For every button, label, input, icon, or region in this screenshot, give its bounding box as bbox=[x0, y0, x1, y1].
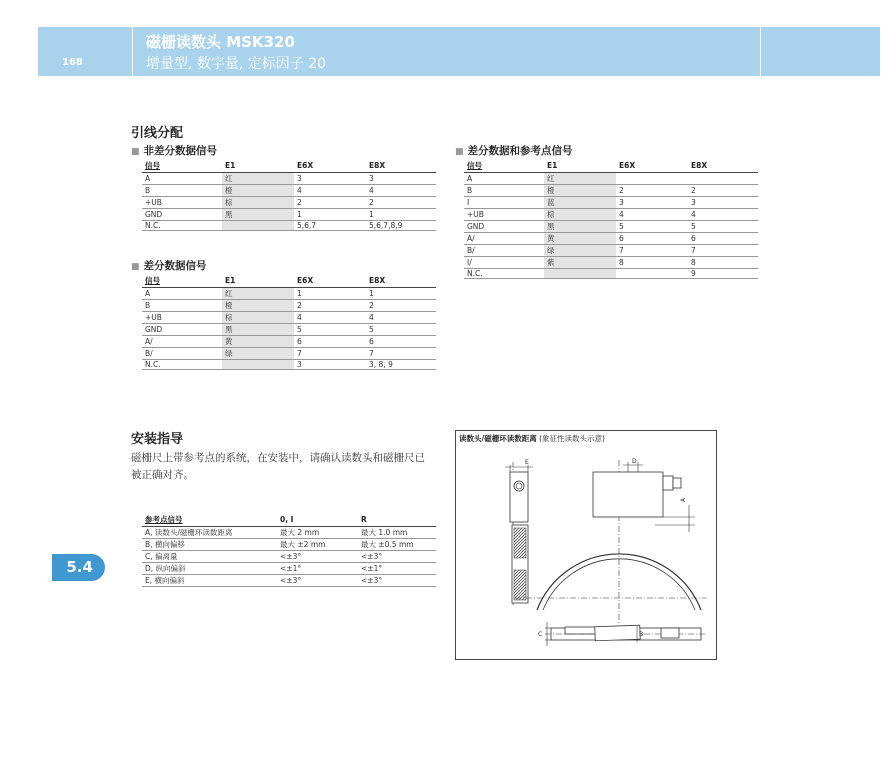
label-e: E bbox=[525, 459, 529, 466]
table-header: E1 bbox=[222, 275, 294, 287]
top-view bbox=[538, 622, 707, 646]
table-header: R bbox=[358, 514, 436, 526]
table-header: E8X bbox=[688, 160, 758, 172]
table-cell: C, 偏离量 bbox=[142, 550, 277, 562]
table-cell: B, 横向偏移 bbox=[142, 538, 277, 550]
bullet-icon: ■ bbox=[131, 147, 140, 157]
table-cell: A/ bbox=[142, 335, 222, 347]
table-row bbox=[142, 526, 436, 538]
table-cell: 橙 bbox=[222, 184, 294, 196]
table-cell: 2 bbox=[366, 299, 436, 311]
page-number: 168 bbox=[62, 57, 83, 68]
table-cell: GND bbox=[142, 208, 222, 220]
label-b: B bbox=[639, 631, 644, 638]
table-cell: 3 bbox=[688, 196, 758, 208]
table-row bbox=[464, 172, 758, 184]
table-cell: 绿 bbox=[544, 244, 616, 256]
table-cell: 绿 bbox=[222, 347, 294, 359]
ring-view bbox=[515, 458, 707, 625]
bullet-icon: ■ bbox=[131, 262, 140, 272]
table-cell: 最大 ±2 mm bbox=[277, 538, 358, 550]
table-cell: 5 bbox=[616, 220, 688, 232]
table-row bbox=[142, 287, 436, 299]
table-cell: 蓝 bbox=[544, 196, 616, 208]
table-row bbox=[142, 335, 436, 347]
table-cell: 红 bbox=[222, 172, 294, 184]
table-cell: N.C. bbox=[142, 359, 222, 369]
table-cell: 7 bbox=[294, 347, 366, 359]
table-cell: 1 bbox=[294, 287, 366, 299]
header-divider bbox=[760, 27, 761, 76]
table-header: 信号 bbox=[142, 160, 222, 172]
table-cell: 棕 bbox=[222, 196, 294, 208]
table-cell: 2 bbox=[294, 299, 366, 311]
table-row bbox=[464, 208, 758, 220]
table-cell: I/ bbox=[464, 256, 544, 268]
table-cell: GND bbox=[464, 220, 544, 232]
table-cell: 最大 1.0 mm bbox=[358, 526, 436, 538]
table-cell: B bbox=[142, 299, 222, 311]
bullet-icon: ■ bbox=[455, 147, 464, 157]
table-cell: 红 bbox=[544, 172, 616, 184]
diff-ref-title: ■ 差分数据和参考点信号 bbox=[455, 145, 573, 157]
table-header: 0, I bbox=[277, 514, 358, 526]
table-header: E8X bbox=[366, 160, 436, 172]
table-cell: 紫 bbox=[544, 256, 616, 268]
table-row bbox=[142, 574, 436, 586]
table-cell: 2 bbox=[294, 196, 366, 208]
table-cell: 最大 ±0.5 mm bbox=[358, 538, 436, 550]
table-cell: 7 bbox=[366, 347, 436, 359]
table-header: 信号 bbox=[464, 160, 544, 172]
table-cell: 3 bbox=[294, 172, 366, 184]
table-cell: B bbox=[142, 184, 222, 196]
table-cell: 最大 2 mm bbox=[277, 526, 358, 538]
table-cell: 2 bbox=[366, 196, 436, 208]
table-cell: +UB bbox=[464, 208, 544, 220]
table-cell: 1 bbox=[294, 208, 366, 220]
table-row bbox=[142, 208, 436, 220]
table-cell: A bbox=[142, 172, 222, 184]
table-cell: D, 纵向偏斜 bbox=[142, 562, 277, 574]
install-text: 磁栅尺上带参考点的系统，在安装中，请确认读数头和磁栅尺已被正确对齐。 bbox=[131, 452, 425, 481]
table-cell: 3 bbox=[616, 196, 688, 208]
table-cell: 9 bbox=[688, 268, 758, 278]
table-cell: 1 bbox=[366, 287, 436, 299]
wiring-title: 引线分配 bbox=[131, 126, 184, 141]
table-cell: 棕 bbox=[222, 311, 294, 323]
table-cell: 5 bbox=[366, 323, 436, 335]
header-divider bbox=[132, 27, 133, 76]
table-cell: N.C. bbox=[464, 268, 544, 278]
table-row bbox=[142, 311, 436, 323]
table-row bbox=[142, 172, 436, 184]
non-diff-table bbox=[142, 160, 436, 231]
table-cell: 6 bbox=[688, 232, 758, 244]
table-row bbox=[142, 196, 436, 208]
table-cell: 1 bbox=[366, 208, 436, 220]
table-cell: 黄 bbox=[544, 232, 616, 244]
install-table bbox=[142, 514, 436, 587]
table-row bbox=[142, 323, 436, 335]
table-row bbox=[464, 268, 758, 278]
table-header: E6X bbox=[616, 160, 688, 172]
side-view bbox=[505, 459, 533, 605]
table-cell: 4 bbox=[294, 311, 366, 323]
table-cell: <±3° bbox=[358, 550, 436, 562]
page-title: 磁栅读数头 MSK320 bbox=[146, 33, 295, 51]
table-cell: 黑 bbox=[222, 323, 294, 335]
table-row bbox=[464, 256, 758, 268]
table-row bbox=[142, 184, 436, 196]
table-row bbox=[142, 359, 436, 369]
table-row bbox=[142, 347, 436, 359]
table-cell: 3, 8, 9 bbox=[366, 359, 436, 369]
table-cell: 3 bbox=[294, 359, 366, 369]
table-cell: A bbox=[464, 172, 544, 184]
table-row bbox=[142, 220, 436, 230]
table-cell: <±1° bbox=[277, 562, 358, 574]
table-row bbox=[142, 299, 436, 311]
table-row bbox=[464, 232, 758, 244]
table-cell: 6 bbox=[366, 335, 436, 347]
diagram-title: 读数头/磁栅环读数距离 (象征性读数头示意) bbox=[459, 434, 605, 443]
label-c: C bbox=[538, 631, 543, 638]
table-cell: 4 bbox=[366, 184, 436, 196]
installation-diagram bbox=[455, 430, 717, 660]
table-cell: 4 bbox=[688, 208, 758, 220]
table-cell: I bbox=[464, 196, 544, 208]
table-cell bbox=[222, 220, 294, 230]
table-cell bbox=[544, 268, 616, 278]
table-header: E6X bbox=[294, 275, 366, 287]
table-cell bbox=[688, 172, 758, 184]
table-cell: <±1° bbox=[358, 562, 436, 574]
table-cell: <±3° bbox=[277, 574, 358, 586]
table-cell: +UB bbox=[142, 311, 222, 323]
table-cell: <±3° bbox=[277, 550, 358, 562]
table-cell bbox=[616, 172, 688, 184]
table-row bbox=[464, 220, 758, 232]
table-cell: 黄 bbox=[222, 335, 294, 347]
label-d: D bbox=[632, 458, 637, 465]
table-cell: 2 bbox=[616, 184, 688, 196]
table-cell bbox=[222, 359, 294, 369]
install-title: 安装指导 bbox=[131, 432, 184, 447]
table-cell: N.C. bbox=[142, 220, 222, 230]
table-row bbox=[142, 562, 436, 574]
table-cell: B/ bbox=[142, 347, 222, 359]
table-cell: E, 横向偏斜 bbox=[142, 574, 277, 586]
non-diff-title: ■ 非差分数据信号 bbox=[131, 145, 218, 157]
table-row bbox=[464, 244, 758, 256]
table-cell: B bbox=[464, 184, 544, 196]
table-cell: 4 bbox=[366, 311, 436, 323]
table-cell: 4 bbox=[294, 184, 366, 196]
table-cell: 4 bbox=[616, 208, 688, 220]
table-header: E8X bbox=[366, 275, 436, 287]
table-cell: 5,6,7,8,9 bbox=[366, 220, 436, 230]
table-cell: 8 bbox=[616, 256, 688, 268]
table-cell: 3 bbox=[366, 172, 436, 184]
table-cell: 红 bbox=[222, 287, 294, 299]
table-cell: A, 读数头/磁栅环读数距离 bbox=[142, 526, 277, 538]
section-badge: 5.4 bbox=[52, 554, 105, 581]
table-cell: 5 bbox=[294, 323, 366, 335]
table-cell: 8 bbox=[688, 256, 758, 268]
table-header: E1 bbox=[222, 160, 294, 172]
diff-ref-table bbox=[464, 160, 758, 279]
table-cell: 黑 bbox=[544, 220, 616, 232]
table-cell: 黑 bbox=[222, 208, 294, 220]
table-cell: 橙 bbox=[544, 184, 616, 196]
table-cell bbox=[616, 268, 688, 278]
table-row bbox=[142, 550, 436, 562]
table-row bbox=[142, 538, 436, 550]
table-header: E1 bbox=[544, 160, 616, 172]
table-row bbox=[464, 184, 758, 196]
table-row bbox=[464, 196, 758, 208]
table-cell: 5 bbox=[688, 220, 758, 232]
table-cell: 7 bbox=[688, 244, 758, 256]
table-cell: 5,6,7 bbox=[294, 220, 366, 230]
diff-table bbox=[142, 275, 436, 370]
table-header: 参考点信号 bbox=[142, 514, 277, 526]
label-a: A bbox=[680, 497, 687, 502]
table-cell: A bbox=[142, 287, 222, 299]
table-cell: 橙 bbox=[222, 299, 294, 311]
table-cell: 棕 bbox=[544, 208, 616, 220]
table-cell: 7 bbox=[616, 244, 688, 256]
table-cell: A/ bbox=[464, 232, 544, 244]
table-header: 信号 bbox=[142, 275, 222, 287]
page-subtitle: 增量型, 数字量, 定标因子 20 bbox=[146, 56, 327, 72]
table-cell: B/ bbox=[464, 244, 544, 256]
table-cell: <±3° bbox=[358, 574, 436, 586]
table-cell: 6 bbox=[616, 232, 688, 244]
table-cell: +UB bbox=[142, 196, 222, 208]
table-cell: 6 bbox=[294, 335, 366, 347]
table-cell: GND bbox=[142, 323, 222, 335]
diff-title: ■ 差分数据信号 bbox=[131, 260, 207, 272]
table-header: E6X bbox=[294, 160, 366, 172]
table-cell: 2 bbox=[688, 184, 758, 196]
